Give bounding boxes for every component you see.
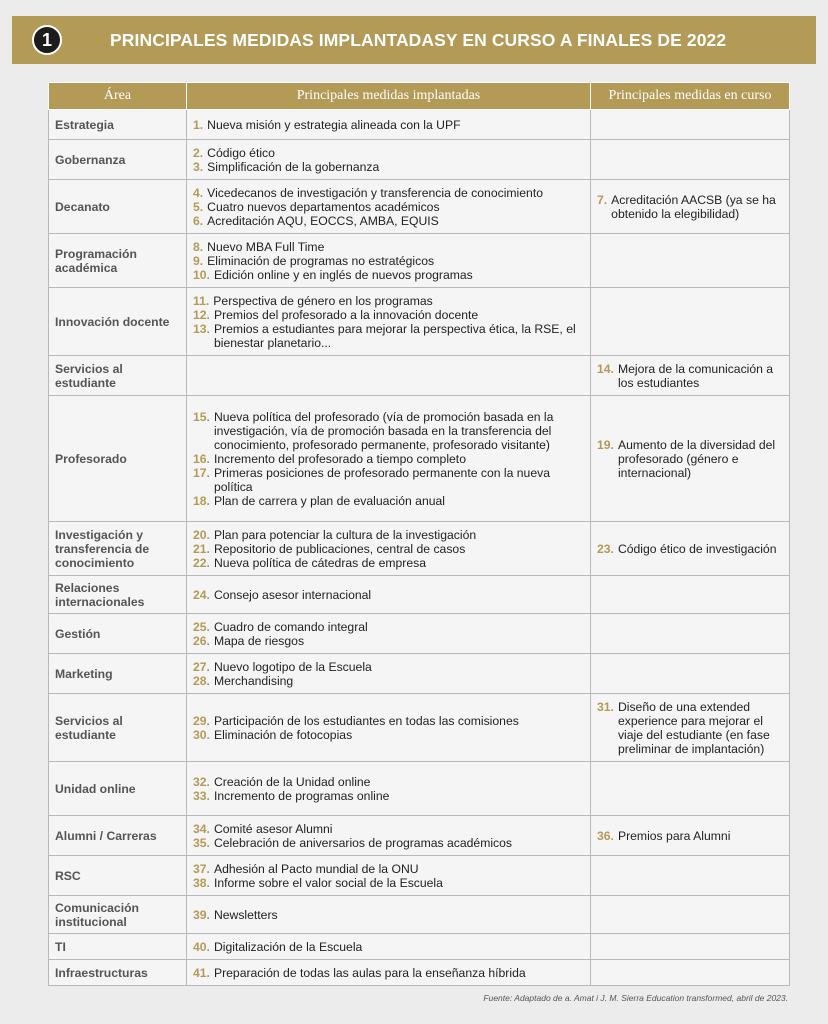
table-row (49, 654, 790, 694)
measure-text: Preparación de todas las aulas para la enseñanza híbrida (213, 965, 526, 980)
area-cell: Relaciones internacionales (49, 576, 187, 614)
measure-text: Diseño de una extended experience para mejorar el viaje del estudiante (en fase preliminar de implantación) (617, 699, 770, 756)
measure-text: Incremento del profesorado a tiempo completo (213, 451, 466, 466)
measure-number: 1. (193, 117, 204, 132)
measure-item (597, 438, 783, 480)
implemented-measures-cell (187, 654, 591, 694)
measure-item (193, 728, 584, 742)
measure-text: Cuatro nuevos departamentos académicos (207, 199, 440, 214)
measure-number: 27. (193, 659, 210, 674)
implemented-measures-cell (187, 522, 591, 576)
ongoing-measures-cell (591, 654, 790, 694)
measure-number: 18. (193, 493, 210, 508)
measure-number: 41. (193, 965, 210, 980)
ongoing-measures-cell (591, 110, 790, 140)
measure-item (193, 876, 584, 890)
measure-item (193, 542, 584, 556)
measure-number: 8. (193, 239, 204, 254)
measure-number: 28. (193, 673, 210, 688)
measure-item (193, 200, 584, 214)
table-row (49, 960, 790, 986)
table-row (49, 180, 790, 234)
area-cell: Alumni / Carreras (49, 816, 187, 856)
measure-text: Newsletters (213, 907, 278, 922)
measure-item (193, 940, 584, 954)
measure-item (193, 836, 584, 850)
measure-text: Nueva política del profesorado (vía de promoción basada en la investigación, vía de promoción basada en la transferencia del conocimiento, profesorado permanente, profesorado visitante) (213, 409, 554, 452)
measure-number: 32. (193, 774, 210, 789)
measure-number: 9. (193, 253, 204, 268)
table-row (49, 522, 790, 576)
implemented-measures-cell (187, 356, 591, 396)
measure-number: 12. (193, 307, 210, 322)
measure-number: 11. (193, 293, 210, 308)
measure-text: Nuevo MBA Full Time (207, 239, 325, 254)
ongoing-measures-cell (591, 614, 790, 654)
area-cell: Unidad online (49, 762, 187, 816)
implemented-measures-cell (187, 856, 591, 896)
page-title: PRINCIPALES MEDIDAS IMPLANTADASY EN CURSO A FINALES DE 2022 (110, 30, 727, 50)
ongoing-measures-cell (591, 694, 790, 762)
area-cell: Profesorado (49, 396, 187, 522)
measure-text: Premios a estudiantes para mejorar la perspectiva ética, la RSE, el bienestar planetario... (213, 321, 576, 350)
measure-item (193, 862, 584, 876)
measure-number: 2. (193, 145, 204, 160)
measure-item (193, 452, 584, 466)
column-header-ongoing: Principales medidas en curso (591, 83, 790, 110)
measure-item (193, 294, 584, 308)
measure-item (193, 268, 584, 282)
measure-text: Comité asesor Alumni (213, 821, 333, 836)
measure-number: 30. (193, 727, 210, 742)
table-row (49, 110, 790, 140)
source-footnote: Fuente: Adaptado de a. Amat i J. M. Sierra Education transformed, abril de 2023. (483, 993, 788, 1003)
measure-text: Acreditación AQU, EOCCS, AMBA, EQUIS (207, 213, 439, 228)
implemented-measures-cell (187, 576, 591, 614)
ongoing-measures-cell (591, 234, 790, 288)
measure-item (193, 160, 584, 174)
measure-text: Eliminación de fotocopias (213, 727, 353, 742)
ongoing-measures-cell (591, 356, 790, 396)
implemented-measures-cell (187, 816, 591, 856)
implemented-measures-cell (187, 234, 591, 288)
measure-text: Incremento de programas online (213, 788, 390, 803)
measure-number: 34. (193, 821, 210, 836)
measure-item (193, 410, 584, 452)
area-cell: Decanato (49, 180, 187, 234)
measure-text: Repositorio de publicaciones, central de casos (213, 541, 466, 556)
measure-text: Premios para Alumni (617, 828, 731, 843)
ongoing-measures-cell (591, 856, 790, 896)
measure-item (193, 775, 584, 789)
measure-number: 38. (193, 875, 210, 890)
table-row (49, 934, 790, 960)
measure-text: Simplificación de la gobernanza (207, 159, 380, 174)
measure-item (597, 193, 783, 221)
ongoing-measures-cell (591, 396, 790, 522)
measure-number: 20. (193, 527, 210, 542)
area-cell: Servicios al estudiante (49, 356, 187, 396)
measure-text: Mapa de riesgos (213, 633, 305, 648)
measure-text: Celebración de aniversarios de programas académicos (213, 835, 513, 850)
measure-number: 25. (193, 619, 210, 634)
table-row (49, 576, 790, 614)
ongoing-measures-cell (591, 934, 790, 960)
measure-number: 23. (597, 541, 614, 556)
ongoing-measures-cell (591, 816, 790, 856)
measure-text: Plan de carrera y plan de evaluación anual (213, 493, 445, 508)
measure-item (193, 240, 584, 254)
measure-item (193, 466, 584, 494)
implemented-measures-cell (187, 140, 591, 180)
area-cell: Gobernanza (49, 140, 187, 180)
measure-number: 22. (193, 555, 210, 570)
measure-number: 37. (193, 861, 210, 876)
measure-text: Aumento de la diversidad del profesorado (género e internacional) (617, 437, 776, 480)
measure-item (597, 829, 783, 843)
measures-table (48, 82, 790, 986)
measure-item (193, 118, 584, 132)
measure-number: 4. (193, 185, 204, 200)
measure-number: 10. (193, 267, 210, 282)
measure-item (193, 186, 584, 200)
measure-number: 29. (193, 713, 210, 728)
measure-number: 26. (193, 633, 210, 648)
measure-item (193, 789, 584, 803)
area-cell: Servicios al estudiante (49, 694, 187, 762)
measure-text: Nueva misión y estrategia alineada con la UPF (207, 117, 461, 132)
measure-text: Merchandising (213, 673, 294, 688)
measure-text: Acreditación AACSB (ya se ha obtenido la elegibilidad) (611, 192, 776, 221)
measure-number: 6. (193, 213, 204, 228)
table-row (49, 356, 790, 396)
table-row (49, 396, 790, 522)
measure-text: Informe sobre el valor social de la Escuela (213, 875, 443, 890)
table-row (49, 856, 790, 896)
measure-text: Nuevo logotipo de la Escuela (213, 659, 372, 674)
section-number-badge: 1 (32, 25, 62, 55)
measure-text: Digitalización de la Escuela (213, 939, 363, 954)
measure-text: Edición online y en inglés de nuevos programas (213, 267, 473, 282)
area-cell: TI (49, 934, 187, 960)
measure-text: Participación de los estudiantes en todas las comisiones (213, 713, 519, 728)
measure-text: Vicedecanos de investigación y transferencia de conocimiento (207, 185, 543, 200)
measure-number: 21. (193, 541, 210, 556)
measure-number: 19. (597, 437, 614, 452)
ongoing-measures-cell (591, 140, 790, 180)
table-row (49, 140, 790, 180)
ongoing-measures-cell (591, 896, 790, 934)
table-row (49, 614, 790, 654)
measure-item (193, 634, 584, 648)
measure-item (193, 714, 584, 728)
implemented-measures-cell (187, 396, 591, 522)
measure-item (193, 660, 584, 674)
area-cell: RSC (49, 856, 187, 896)
area-cell: Investigación y transferencia de conocimiento (49, 522, 187, 576)
measure-item (193, 494, 584, 508)
implemented-measures-cell (187, 614, 591, 654)
measure-text: Adhesión al Pacto mundial de la ONU (213, 861, 419, 876)
measure-number: 14. (597, 361, 614, 376)
table-row (49, 288, 790, 356)
measure-item (193, 214, 584, 228)
measure-number: 35. (193, 835, 210, 850)
measure-item (193, 254, 584, 268)
implemented-measures-cell (187, 110, 591, 140)
implemented-measures-cell (187, 934, 591, 960)
measure-item (193, 308, 584, 322)
implemented-measures-cell (187, 288, 591, 356)
implemented-measures-cell (187, 180, 591, 234)
table-row (49, 816, 790, 856)
measure-number: 3. (193, 159, 204, 174)
measure-number: 16. (193, 451, 210, 466)
measure-text: Consejo asesor internacional (213, 587, 372, 602)
area-cell: Estrategia (49, 110, 187, 140)
implemented-measures-cell (187, 694, 591, 762)
measure-text: Plan para potenciar la cultura de la investigación (213, 527, 477, 542)
ongoing-measures-cell (591, 180, 790, 234)
measure-item (193, 556, 584, 570)
measure-text: Cuadro de comando integral (213, 619, 368, 634)
area-cell: Marketing (49, 654, 187, 694)
measure-number: 17. (193, 465, 210, 480)
measure-item (193, 588, 584, 602)
ongoing-measures-cell (591, 288, 790, 356)
measure-item (597, 542, 783, 556)
measure-item (193, 908, 584, 922)
measure-text: Código ético (207, 145, 275, 160)
measure-number: 33. (193, 788, 210, 803)
area-cell: Infraestructuras (49, 960, 187, 986)
measure-item (193, 528, 584, 542)
area-cell: Comunicación institucional (49, 896, 187, 934)
measure-number: 24. (193, 587, 210, 602)
measure-item (193, 674, 584, 688)
measure-item (193, 146, 584, 160)
measure-text: Primeras posiciones de profesorado permanente con la nueva política (213, 465, 550, 494)
measure-item (193, 620, 584, 634)
table-row (49, 234, 790, 288)
table-row (49, 694, 790, 762)
header-banner (12, 16, 816, 64)
table-row (49, 762, 790, 816)
ongoing-measures-cell (591, 522, 790, 576)
measure-item (193, 322, 584, 350)
measure-number: 39. (193, 907, 210, 922)
ongoing-measures-cell (591, 576, 790, 614)
measure-number: 5. (193, 199, 204, 214)
measure-item (193, 822, 584, 836)
measure-text: Perspectiva de género en los programas (213, 293, 433, 308)
measure-number: 31. (597, 699, 614, 714)
measure-number: 36. (597, 828, 614, 843)
implemented-measures-cell (187, 762, 591, 816)
column-header-implemented: Principales medidas implantadas (187, 83, 591, 110)
area-cell: Gestión (49, 614, 187, 654)
ongoing-measures-cell (591, 960, 790, 986)
measure-text: Premios del profesorado a la innovación docente (213, 307, 479, 322)
measure-number: 15. (193, 409, 210, 424)
table-row (49, 896, 790, 934)
column-header-area: Área (49, 83, 187, 110)
measure-text: Código ético de investigación (617, 541, 777, 556)
measure-number: 13. (193, 321, 210, 336)
implemented-measures-cell (187, 960, 591, 986)
measure-item (193, 966, 584, 980)
ongoing-measures-cell (591, 762, 790, 816)
measure-item (597, 700, 783, 756)
measure-text: Nueva política de cátedras de empresa (213, 555, 427, 570)
measure-text: Mejora de la comunicación a los estudiantes (617, 361, 774, 390)
area-cell: Innovación docente (49, 288, 187, 356)
measure-number: 40. (193, 939, 210, 954)
measure-item (597, 362, 783, 390)
area-cell: Programación académica (49, 234, 187, 288)
implemented-measures-cell (187, 896, 591, 934)
table-header-row (49, 83, 790, 110)
measure-text: Creación de la Unidad online (213, 774, 371, 789)
measure-text: Eliminación de programas no estratégicos (207, 253, 435, 268)
measure-number: 7. (597, 192, 608, 207)
